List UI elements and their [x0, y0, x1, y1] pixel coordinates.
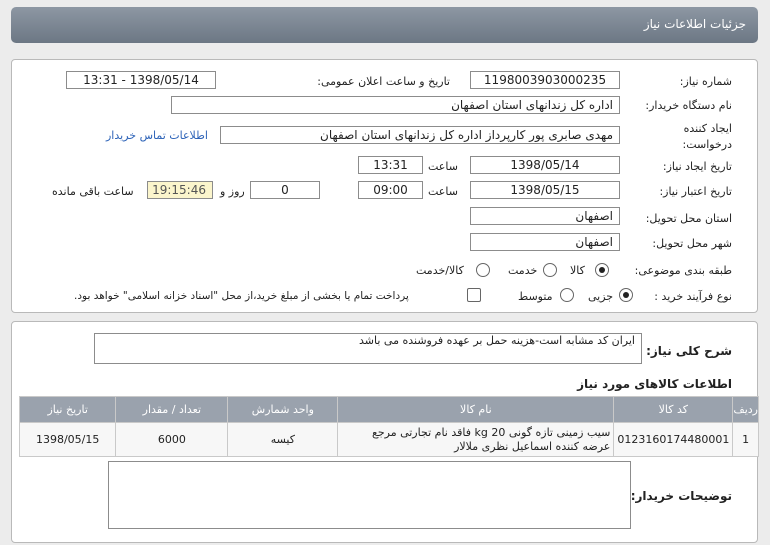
created-time-label: ساعت — [428, 160, 458, 173]
announce-label: تاریخ و ساعت اعلان عمومی: — [317, 75, 450, 88]
validity-date-field: 1398/05/15 — [470, 181, 620, 199]
province-field: اصفهان — [470, 207, 620, 225]
city-label: شهر محل تحویل: — [652, 237, 732, 250]
treasury-payment-checkbox[interactable] — [467, 288, 481, 302]
announce-field: 1398/05/14 - 13:31 — [66, 71, 216, 89]
category-goods-service-radio[interactable] — [476, 263, 490, 277]
buyer-field: اداره کل زندانهای استان اصفهان — [171, 96, 620, 114]
col-unit: واحد شمارش — [228, 397, 338, 423]
cell-code: 0123160174480001 — [614, 423, 733, 457]
col-quantity: تعداد / مقدار — [116, 397, 228, 423]
goods-section-title: اطلاعات کالاهای مورد نیاز — [577, 377, 732, 391]
cell-unit: کیسه — [228, 423, 338, 457]
page-header — [11, 7, 758, 43]
buyer-label: نام دستگاه خریدار: — [645, 99, 732, 112]
remaining-label: ساعت باقی مانده — [52, 185, 134, 198]
cell-quantity: 6000 — [116, 423, 228, 457]
cell-row: 1 — [733, 423, 759, 457]
col-row: ردیف — [733, 397, 759, 423]
cell-name: سیب زمینی تازه گونی 20 kg فاقد نام تجارتی مرجع عرضه کننده اسماعیل نظری ملالار — [338, 423, 614, 457]
description-field: ایران کد مشابه است-هزینه حمل بر عهده فروشنده می باشد — [94, 333, 642, 364]
purchase-partial-radio[interactable] — [619, 288, 633, 302]
need-number-field: 1198003903000235 — [470, 71, 620, 89]
category-goods-label: کالا — [570, 264, 585, 277]
col-date: تاریخ نیاز — [20, 397, 116, 423]
purchase-type-label: نوع فرآیند خرید : — [654, 290, 732, 303]
city-field: اصفهان — [470, 233, 620, 251]
goods-table-header — [20, 397, 759, 423]
col-name: نام کالا — [338, 397, 614, 423]
purchase-medium-label: متوسط — [518, 290, 553, 303]
buyer-notes-field — [108, 461, 631, 529]
category-goods-radio[interactable] — [595, 263, 609, 277]
col-code: کد کالا — [614, 397, 733, 423]
contact-buyer-link[interactable]: اطلاعات تماس خریدار — [106, 129, 208, 142]
days-field: 0 — [250, 181, 320, 199]
treasury-payment-note: پرداخت تمام یا بخشی از مبلغ خرید،از محل "اسناد خزانه اسلامی" خواهد بود. — [74, 290, 409, 302]
creator-label-line2: درخواست: — [682, 138, 732, 151]
validity-date-label: تاریخ اعتبار نیاز: — [659, 185, 732, 198]
province-label: استان محل تحویل: — [645, 212, 732, 225]
description-label: شرح کلی نیاز: — [646, 344, 732, 358]
buyer-notes-label: توضیحات خریدار: — [630, 489, 732, 503]
validity-time-field: 09:00 — [358, 181, 423, 199]
remaining-time-field: 19:15:46 — [147, 181, 213, 199]
creator-field: مهدی صابری پور کارپرداز اداره کل زندانهای استان اصفهان — [220, 126, 620, 144]
page-title: جزئیات اطلاعات نیاز — [643, 17, 746, 31]
purchase-partial-label: جزیی — [588, 290, 614, 303]
cell-date: 1398/05/15 — [20, 423, 116, 457]
need-number-label: شماره نیاز: — [679, 75, 732, 88]
purchase-medium-radio[interactable] — [560, 288, 574, 302]
category-label: طبقه بندی موضوعی: — [634, 264, 732, 277]
goods-table — [19, 396, 759, 457]
category-goods-service-label: کالا/خدمت — [416, 264, 464, 277]
validity-time-label: ساعت — [428, 185, 458, 198]
category-service-label: خدمت — [508, 264, 538, 277]
category-service-radio[interactable] — [543, 263, 557, 277]
created-time-field: 13:31 — [358, 156, 423, 174]
created-date-field: 1398/05/14 — [470, 156, 620, 174]
creator-label-line1: ایجاد کننده — [683, 122, 732, 135]
days-label: روز و — [220, 185, 245, 198]
created-date-label: تاریخ ایجاد نیاز: — [662, 160, 732, 173]
table-row — [20, 423, 759, 457]
